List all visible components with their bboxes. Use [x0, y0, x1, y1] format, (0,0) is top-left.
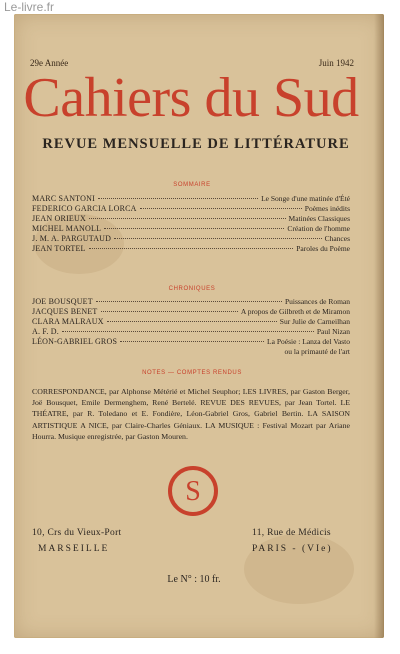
issue-date: Juin 1942 [318, 58, 354, 68]
cover-edge-shadow [374, 14, 384, 638]
toc-title: Chances [324, 234, 350, 243]
toc-title: Matinées Classiques [288, 214, 350, 223]
toc-author: JEAN ORIEUX [32, 214, 86, 223]
address-left-street: 10, Crs du Vieux-Port [32, 528, 122, 538]
toc-row [32, 234, 350, 244]
toc-author: LÉON-GABRIEL GROS [32, 337, 118, 346]
publisher-logo-icon [168, 466, 218, 516]
toc-leader-dots [89, 218, 286, 219]
toc-row [32, 224, 350, 234]
cover-title: Cahiers du Sud [23, 67, 359, 129]
toc-title: Paul Nizan [316, 327, 350, 336]
toc-author: CLARA MALRAUX [32, 317, 104, 326]
toc-row [32, 244, 350, 254]
toc-leader-dots [107, 321, 277, 322]
toc-title: Le Songe d'une matinée d'Été [261, 194, 350, 203]
toc-row [32, 194, 350, 204]
toc-author: MARC SANTONI [32, 194, 95, 203]
cover-subtitle: REVUE MENSUELLE DE LITTÉRATURE [42, 136, 350, 152]
toc-author: FEDERICO GARCIA LORCA [32, 204, 137, 213]
toc-leader-dots [140, 208, 302, 209]
address-right-city: PARIS - (VIe) [252, 544, 333, 554]
address-left-city: MARSEILLE [38, 544, 110, 554]
sommaire-list [32, 194, 350, 254]
notes-label: NOTES — COMPTES RENDUS [142, 370, 242, 376]
toc-leader-dots [62, 331, 314, 332]
toc-row [32, 307, 350, 317]
chroniques-label: CHRONIQUES [168, 286, 216, 292]
toc-title: Paroles du Poème [296, 244, 350, 253]
toc-leader-dots [114, 238, 321, 239]
toc-leader-dots [96, 301, 282, 302]
toc-author: MICHEL MANOLL [32, 224, 102, 233]
toc-author: JACQUES BENET [32, 307, 98, 316]
toc-row [32, 317, 350, 327]
issue-year: 29e Année [30, 58, 69, 68]
toc-title-continuation: ou la primauté de l'art [284, 347, 350, 356]
price: Le N° : 10 fr. [167, 574, 221, 585]
toc-leader-dots [120, 341, 264, 342]
toc-row [32, 297, 350, 307]
toc-leader-dots [98, 198, 258, 199]
toc-leader-dots [89, 248, 294, 249]
chroniques-list [32, 297, 350, 357]
toc-row [32, 337, 350, 347]
toc-title: Poèmes inédits [304, 204, 350, 213]
toc-title: A propos de Gilbreth et de Miramon [240, 307, 350, 316]
logo-letter: S [185, 476, 201, 507]
address-right-street: 11, Rue de Médicis [252, 528, 331, 538]
toc-title: Puissances de Roman [285, 297, 350, 306]
sommaire-label: SOMMAIRE [173, 182, 211, 188]
toc-row [32, 204, 350, 214]
book-cover [14, 14, 384, 638]
toc-title: Sur Julie de Carneilhan [279, 317, 350, 326]
toc-row [32, 214, 350, 224]
toc-title: Création de l'homme [287, 224, 350, 233]
toc-row [32, 327, 350, 337]
notes-text: CORRESPONDANCE, par Alphonse Métérié et Michel Seuphor; LES LIVRES, par Gaston Berger, Joë Bousquet, Emile Dermenghem, René Bertelé. REVUE DES REVUES, par Jean Tortel. LE THÉATRE, par R. Toledano et E. Fondière, Léon-Gabriel Gros, Gabriel Bertin. LA SAISON ARTISTIQUE A NICE, par Claire-Charles Géniaux. LA MUSIQUE : Festival Mozart par Ariane Hourra. Musique enregistrée, par Gaston Mouren. [32, 387, 350, 441]
toc-author: JOE BOUSQUET [32, 297, 93, 306]
watermark-text: Le-livre.fr [4, 0, 55, 14]
toc-title: La Poésie : Lanza del Vasto [267, 337, 350, 346]
toc-leader-dots [104, 228, 284, 229]
toc-author: J. M. A. PARGUTAUD [32, 234, 112, 243]
toc-author: A. F. D. [32, 327, 59, 336]
toc-author: JEAN TORTEL [32, 244, 86, 253]
toc-leader-dots [101, 311, 238, 312]
